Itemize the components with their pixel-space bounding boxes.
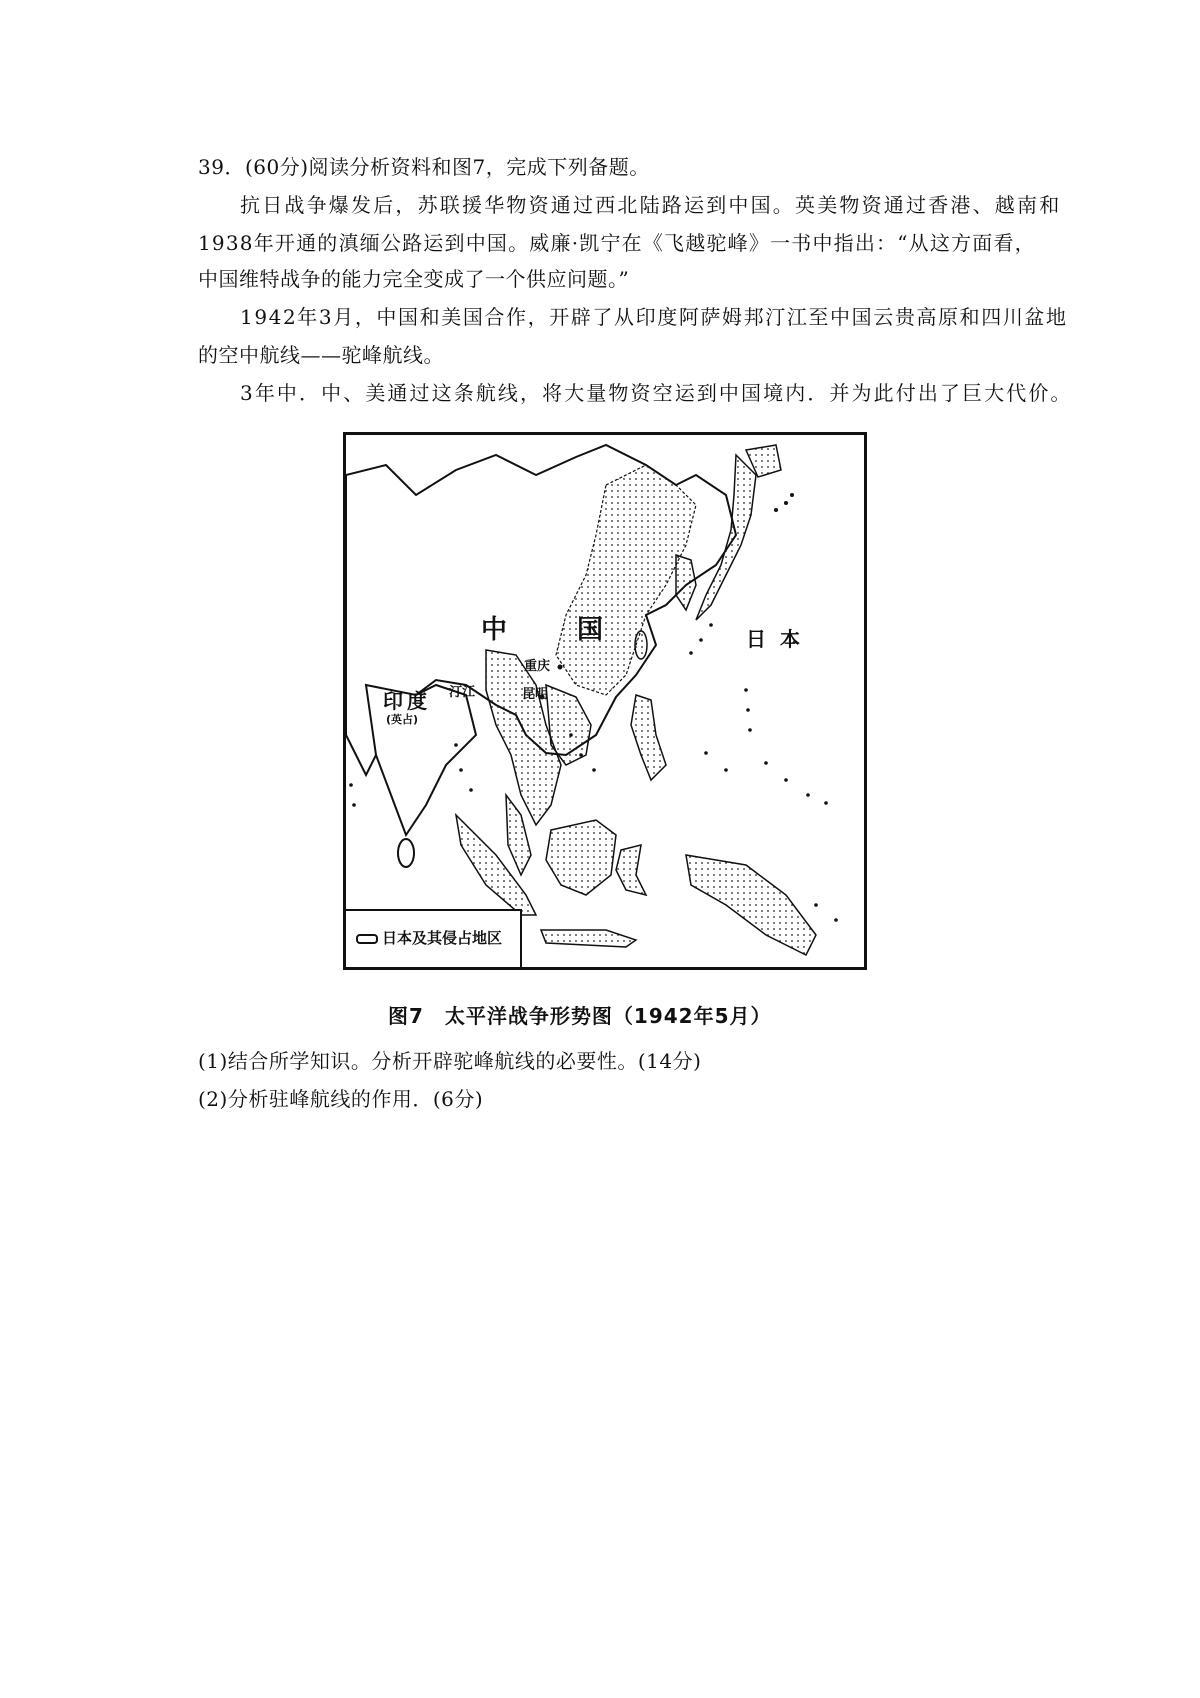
paragraph-1-line-1: 抗日战争爆发后，苏联援华物资通过西北陆路运到中国。英美物资通过香港、越南和 — [240, 193, 1062, 217]
paragraph-2-line-1: 1942年3月，中国和美国合作，开辟了从印度阿萨姆邦汀江至中国云贵高原和四川盆地 — [240, 305, 1068, 329]
chongqing-marker — [558, 665, 563, 670]
legend-swatch-icon — [356, 934, 378, 944]
pacific-war-map — [343, 432, 867, 970]
sulawesi — [616, 845, 646, 895]
new-guinea — [686, 855, 816, 955]
paragraph-3-line-1: 3年中．中、美通过这条航线，将大量物资空运到中国境内．并为此付出了巨大代价。 — [240, 381, 1073, 405]
label-dingjiang: 汀江 — [449, 685, 476, 700]
map-legend — [346, 909, 522, 967]
java — [541, 930, 636, 947]
subquestion-1: (1)结合所学知识。分析开辟驼峰航线的必要性。(14分) — [198, 1049, 702, 1073]
label-kunming: 昆明 — [522, 687, 549, 702]
label-china: 中国 — [481, 615, 674, 645]
label-japan: 日本 — [746, 627, 814, 651]
paragraph-2-line-2: 的空中航线——驼峰航线。 — [198, 343, 444, 367]
figure-caption: 图7 太平洋战争形势图（1942年5月） — [388, 1004, 772, 1028]
subquestion-2: (2)分析驻峰航线的作用．(6分) — [198, 1087, 484, 1111]
paragraph-1-line-2: 1938年开通的滇缅公路运到中国。威廉·凯宁在《飞越驼峰》一书中指出：“从这方面看， — [198, 231, 1036, 255]
paragraph-1-line-3: 中国维特战争的能力完全变成了一个供应问题。” — [198, 267, 630, 291]
philippines — [631, 695, 666, 780]
sri-lanka — [398, 839, 414, 867]
label-india: 印度 — [383, 689, 431, 713]
question-header: 39．(60分)阅读分析资料和图7，完成下列备题。 — [198, 155, 650, 179]
label-chongqing: 重庆 — [524, 659, 551, 674]
borneo — [546, 820, 616, 895]
legend-label: 日本及其侵占地区 — [382, 929, 503, 947]
label-india-note: (英占) — [386, 713, 419, 726]
